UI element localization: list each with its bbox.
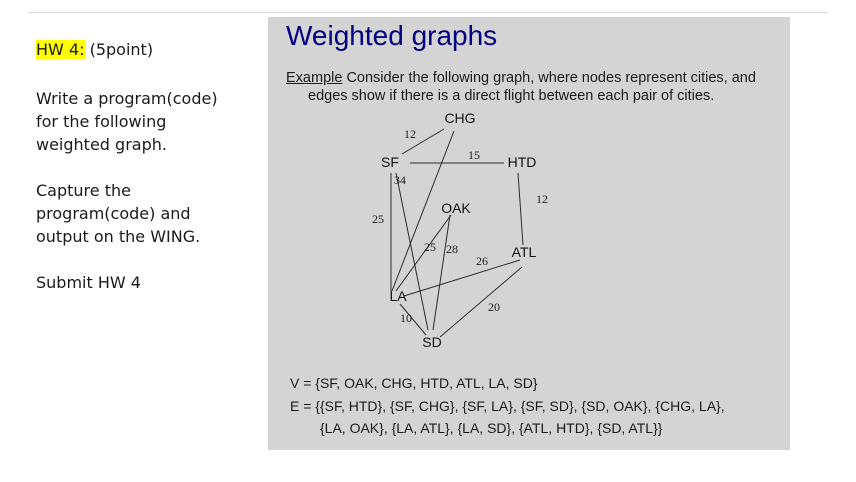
instruction-line: Write a program(code)	[36, 89, 218, 108]
edge-la-atl	[404, 260, 520, 296]
example-line-2: edges show if there is a direct flight between each pair of cities.	[308, 88, 715, 104]
edge-htd-atl	[518, 173, 523, 245]
node-chg: CHG	[444, 110, 476, 126]
example-word: Example	[286, 70, 343, 86]
edge-weight-sf-la: 25	[372, 212, 384, 226]
example-line-1: Consider the following graph, where nodes represent cities, and	[342, 70, 756, 86]
capture-line: program(code) and	[36, 204, 191, 223]
hw-heading	[36, 38, 256, 61]
edge-set-line-2: {LA, OAK}, {LA, ATL}, {LA, SD}, {ATL, HTD}, {SD, ATL}}	[320, 420, 663, 436]
instruction-line: weighted graph.	[36, 135, 167, 154]
node-oak: OAK	[441, 200, 471, 216]
capture-line: output on the WING.	[36, 227, 201, 246]
assignment-text	[36, 38, 256, 317]
node-sf: SF	[381, 154, 399, 170]
edge-weight-sf-chg: 12	[404, 127, 416, 141]
node-atl: ATL	[511, 244, 537, 260]
edge-weight-sd-atl: 20	[488, 300, 500, 314]
edge-weight-sf-htd: 15	[468, 148, 480, 162]
edge-set-line-1: E = {{SF, HTD}, {SF, CHG}, {SF, LA}, {SF, SD}, {SD, OAK}, {CHG, LA},	[290, 398, 725, 414]
edge-sd-oak	[433, 215, 450, 330]
submit-line: Submit HW 4	[36, 273, 141, 292]
edge-weight-htd-atl: 12	[536, 192, 548, 206]
node-la: LA	[389, 288, 407, 304]
edge-weight-la-oak: 25	[424, 240, 436, 254]
edge-sd-atl	[440, 267, 522, 337]
edge-weight-la-atl: 26	[476, 254, 488, 268]
edge-weight-sd-oak: 28	[446, 242, 458, 256]
instruction-line: for the following	[36, 112, 167, 131]
node-sd: SD	[422, 334, 442, 350]
node-htd: HTD	[507, 154, 537, 170]
slide-title: Weighted graphs	[286, 20, 498, 51]
top-divider	[28, 12, 828, 13]
slide-image	[268, 17, 790, 450]
edge-weight-la-sd: 10	[400, 311, 412, 325]
capture-line: Capture the	[36, 181, 131, 200]
instruction-paragraph	[36, 87, 256, 156]
hw-points: (5point)	[84, 40, 154, 59]
vertex-set: V = {SF, OAK, CHG, HTD, ATL, LA, SD}	[290, 375, 538, 391]
edge-weight-sf-sd: 34	[394, 173, 406, 187]
capture-paragraph	[36, 179, 256, 248]
hw-label: HW 4:	[36, 40, 85, 59]
